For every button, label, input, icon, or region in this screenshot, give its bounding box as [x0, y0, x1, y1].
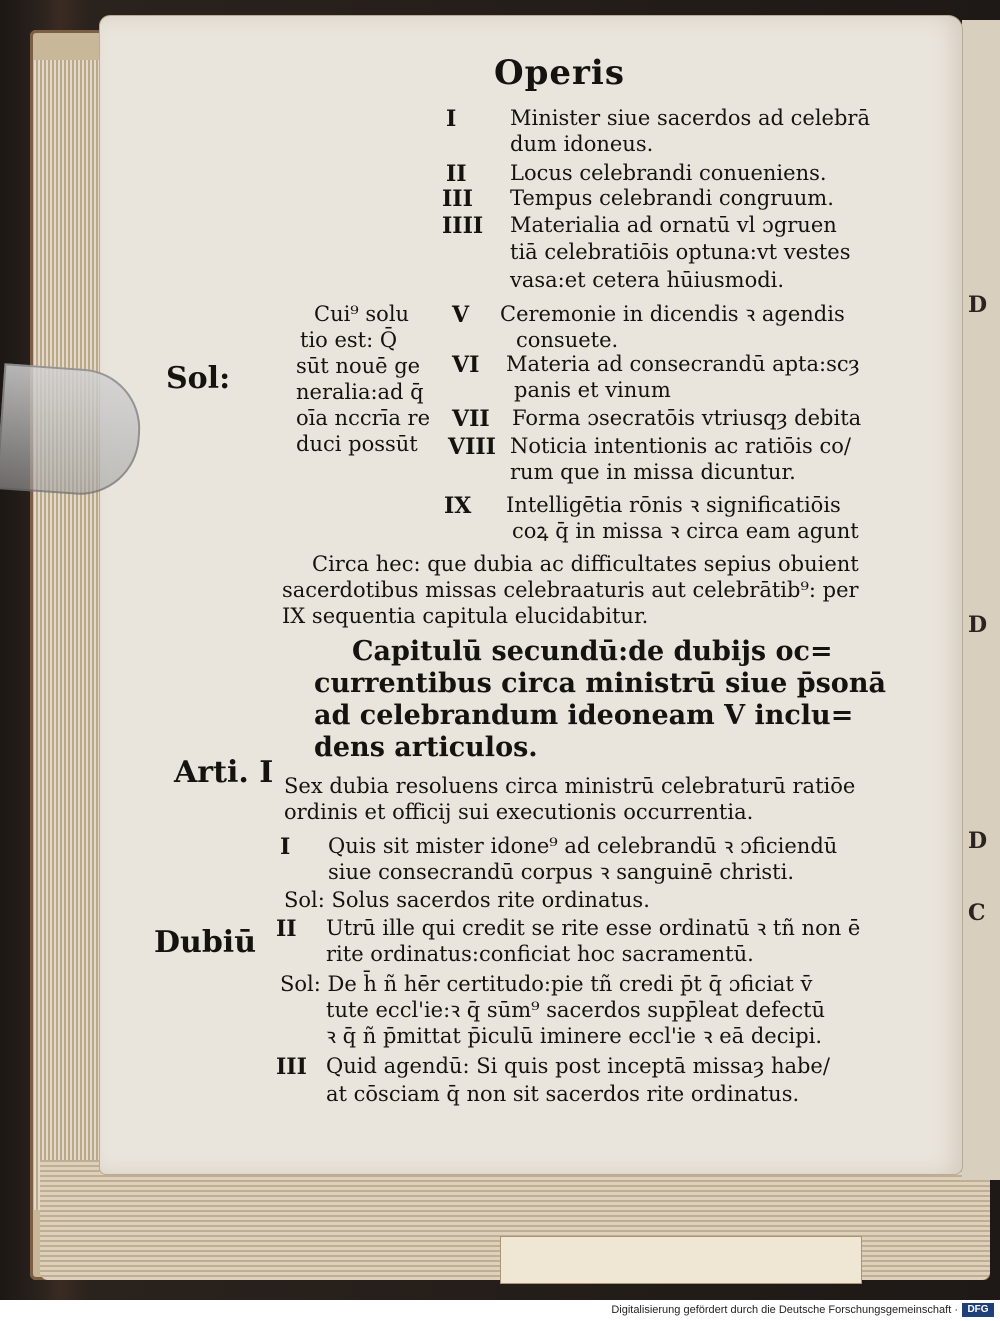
- running-head: Operis: [494, 53, 625, 93]
- item-text: Minister siue sacerdos ad celebrā: [510, 106, 870, 130]
- funding-credit: Digitalisierung gefördert durch die Deutsche Forschungsgemeinschaft ·: [611, 1304, 958, 1316]
- facing-page-letter: D: [968, 612, 988, 638]
- solution-text: tute eccl'ie:ꝛ q̄ sūm⁹ sacerdos supp̄leat defectū: [326, 998, 826, 1022]
- item-text: vasa:et cetera hūiusmodi.: [510, 268, 785, 292]
- chapter-heading-line: dens articulos.: [314, 732, 538, 763]
- question-number: III: [276, 1054, 307, 1080]
- item-text: Tempus celebrandi congruum.: [510, 186, 834, 210]
- solution-text: ꝛ q̄ ñ p̄mittat p̄iculū iminere eccl'ie ꝛ eā decipi.: [326, 1024, 823, 1048]
- intro-line: IX sequentia capitula elucidabitur.: [282, 604, 649, 628]
- item-text: Forma ɔsecratōis vtriusqȝ debita: [512, 406, 862, 430]
- item-text: Ceremonie in dicendis ꝛ agendis: [500, 302, 845, 326]
- item-number: IX: [444, 493, 472, 519]
- item-text: consuete.: [516, 328, 619, 352]
- intro-line: Circa hec: que dubia ac difficultates sepius obuient: [312, 552, 859, 576]
- side-note-line: tio est: Q̄: [300, 328, 398, 352]
- facing-page-letter: C: [968, 900, 986, 926]
- question-text: siue consecrandū corpus ꝛ sanguinē christi.: [328, 860, 795, 884]
- item-number: III: [442, 186, 473, 212]
- item-number: VI: [452, 352, 480, 378]
- intro-line: sacerdotibus missas celebraaturis aut celebrātib⁹: per: [282, 578, 859, 602]
- solution-text: Sol: Solus sacerdos rite ordinatus.: [284, 888, 650, 912]
- question-text: Quid agendū: Si quis post inceptā missaȝ habe/: [326, 1054, 830, 1078]
- item-text: rum que in missa dicuntur.: [510, 460, 796, 484]
- item-number: IIII: [442, 213, 484, 239]
- solution-text: Sol: De h̄ ñ hēr certitudo:pie tñ credi p̄t q̄ ɔficiat v̄: [280, 972, 813, 996]
- item-text: Locus celebrandi conueniens.: [510, 161, 827, 185]
- item-text: panis et vinum: [514, 378, 671, 402]
- side-note-line: duci possūt: [296, 432, 418, 456]
- side-note-line: neralia:ad q̄: [296, 380, 424, 404]
- side-note-line: sūt nouē ge: [296, 354, 421, 378]
- item-text: Materialia ad ornatū vl ɔgruen: [510, 213, 837, 237]
- item-number: II: [446, 161, 467, 187]
- side-note-line: Cui⁹ solu: [314, 302, 410, 326]
- facing-page-letter: D: [968, 292, 988, 318]
- facing-page-letter: D: [968, 828, 988, 854]
- item-text: tiā celebratiōis optuna:vt vestes: [510, 240, 851, 264]
- item-text: Intelligētia rōnis ꝛ significatiōis: [506, 493, 841, 517]
- item-text: Noticia intentionis ac ratiōis co/: [510, 434, 851, 458]
- dfg-logo: DFG: [962, 1303, 994, 1317]
- item-text: dum idoneus.: [510, 132, 654, 156]
- article-summary-line: ordinis et officij sui executionis occurrentia.: [284, 800, 754, 824]
- side-note-line: oīa nccrīa re: [296, 406, 431, 430]
- item-number: VII: [452, 406, 490, 432]
- margin-label-sol: Sol:: [166, 361, 231, 396]
- question-number: II: [276, 916, 297, 942]
- chapter-heading-line: currentibus circa ministrū siue p̄sonā: [314, 668, 886, 699]
- item-number: I: [446, 106, 457, 132]
- facing-page: [962, 20, 1000, 1180]
- margin-label-article: Arti. I: [174, 755, 274, 790]
- question-number: I: [280, 834, 291, 860]
- article-summary-line: Sex dubia resoluens circa ministrū celebraturū ratiōe: [284, 774, 856, 798]
- item-text: coꝝ q̄ in missa ꝛ circa eam agunt: [512, 519, 859, 543]
- chapter-heading-line: Capitulū secundū:de dubijs oc=: [352, 636, 833, 667]
- question-text: rite ordinatus:conficiat hoc sacramentū.: [326, 942, 754, 966]
- shelf-label-strip: [500, 1236, 862, 1284]
- book-page: [100, 16, 962, 1174]
- margin-label-dubium: Dubiū: [154, 925, 257, 960]
- item-number: VIII: [448, 434, 496, 460]
- item-text: Materia ad consecrandū apta:scȝ: [506, 352, 860, 376]
- chapter-heading-line: ad celebrandum ideoneam V inclu=: [314, 700, 854, 731]
- item-number: V: [452, 302, 470, 328]
- question-text: Utrū ille qui credit se rite esse ordinatū ꝛ tñ non ē: [326, 916, 861, 940]
- question-text: at cōsciam q̄ non sit sacerdos rite ordinatus.: [326, 1082, 800, 1106]
- question-text: Quis sit mister idone⁹ ad celebrandū ꝛ ɔficiendū: [328, 834, 838, 858]
